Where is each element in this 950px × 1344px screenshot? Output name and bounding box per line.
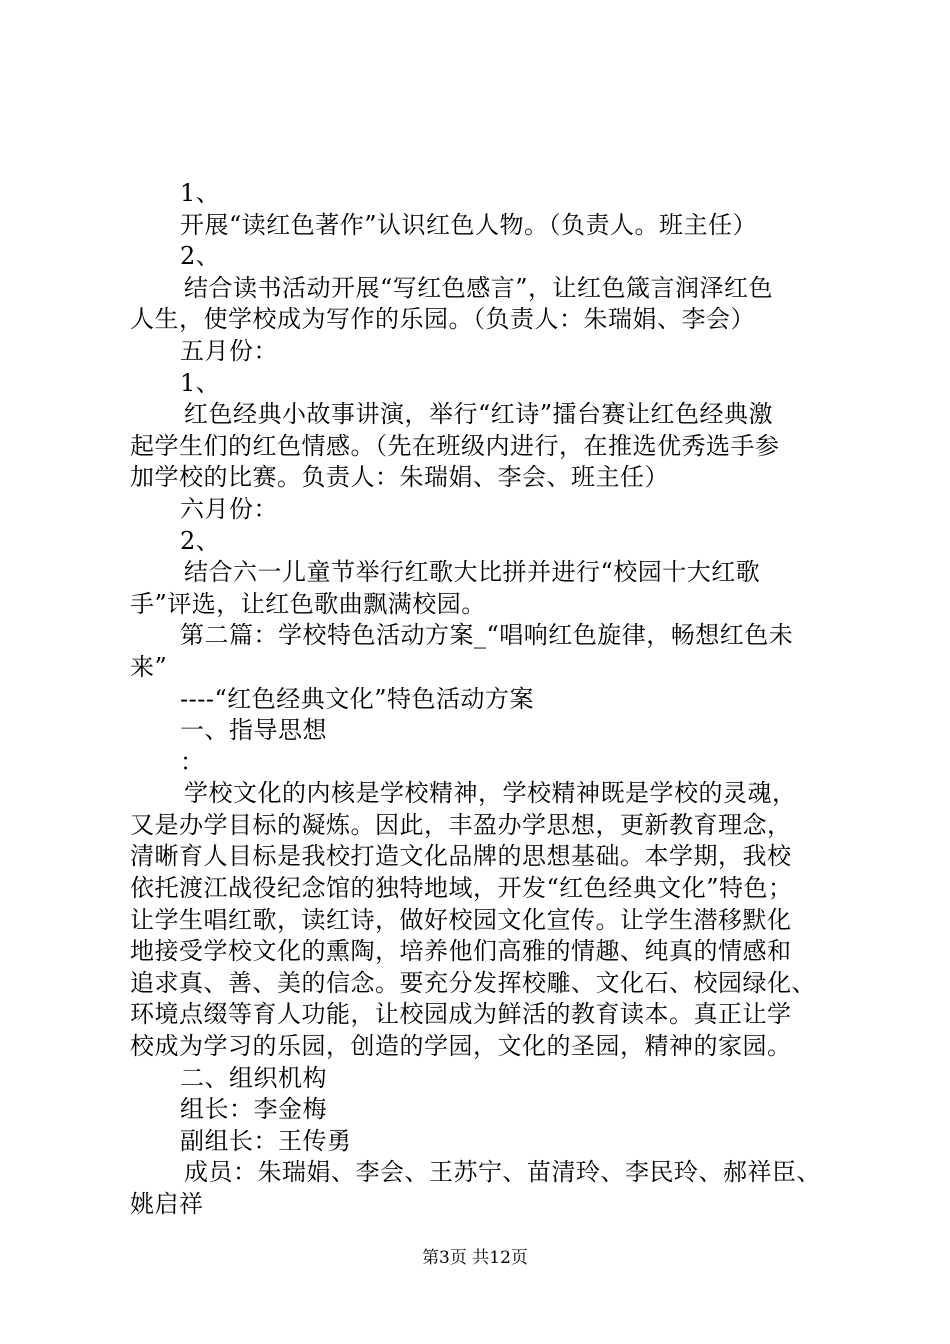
text-line: 人生，使学校成为写作的乐园。（负责人：朱瑞娟、李会） [130,305,755,334]
text-line: 第二篇：学校特色活动方案_“唱响红色旋律，畅想红色未 [180,621,794,650]
text-line: 2、 [180,242,221,271]
text-line: 环境点缀等育人功能，让校园成为鲜活的教育读本。真正让学 [130,1000,792,1029]
text-line: 校成为学习的乐园，创造的学园，文化的圣园，精神的家园。 [130,1032,792,1061]
text-line: 五月份： [180,336,278,365]
text-line: 一、指导思想 [180,716,327,745]
text-line: 来” [130,652,168,681]
text-line: 副组长：王传勇 [180,1126,352,1155]
text-line: 开展“读红色著作”认识红色人物。（负责人。班主任） [180,210,758,239]
document-body [130,178,850,1221]
text-line: 姚启祥 [130,1190,204,1218]
text-line: 又是办学目标的凝炼。因此，丰盈办学思想，更新教育理念， [130,810,792,839]
text-line: 起学生们的红色情感。（先在班级内进行，在推选优秀选手参 [130,431,780,460]
text-line: 依托渡江战役纪念馆的独特地域，开发“红色经典文化”特色； [130,874,793,903]
text-line: 追求真、善、美的信念。要充分发挥校雕、文化石、校园绿化、 [130,968,816,997]
text-line: 结合六一儿童节举行红歌大比拼并进行“校园十大红歌 [184,558,761,587]
text-line: 六月份： [180,494,278,523]
text-line: 1、 [180,179,221,207]
page-footer: 第3页 共12页 [422,1248,528,1268]
text-line: 手”评选，让红色歌曲飘满校园。 [130,589,486,618]
text-line: 组长：李金梅 [180,1095,327,1124]
text-line: 结合读书活动开展“写红色感言”，让红色箴言润泽红色 [184,273,774,302]
text-line: 成员：朱瑞娟、李会、王苏宁、苗清玲、李民玲、郝祥臣、 [184,1158,821,1187]
text-line: 红色经典小故事讲演，举行“红诗”擂台赛让红色经典激 [184,400,774,429]
text-line: ： [180,747,205,776]
text-line: 清晰育人目标是我校打造文化品牌的思想基础。本学期，我校 [130,842,792,871]
text-line: 1、 [180,368,221,397]
text-line: 加学校的比赛。负责人：朱瑞娟、李会、班主任） [130,463,669,492]
text-line: 学校文化的内核是学校精神，学校精神既是学校的灵魂， [184,779,797,808]
text-line: 让学生唱红歌，读红诗，做好校园文化宣传。让学生潜移默化 [130,905,792,934]
text-line: 二、组织机构 [180,1063,327,1092]
text-line: ----“红色经典文化”特色活动方案 [180,684,534,713]
text-line: 2、 [180,526,221,555]
text-line: 地接受学校文化的熏陶，培养他们高雅的情趣、纯真的情感和 [130,937,792,966]
